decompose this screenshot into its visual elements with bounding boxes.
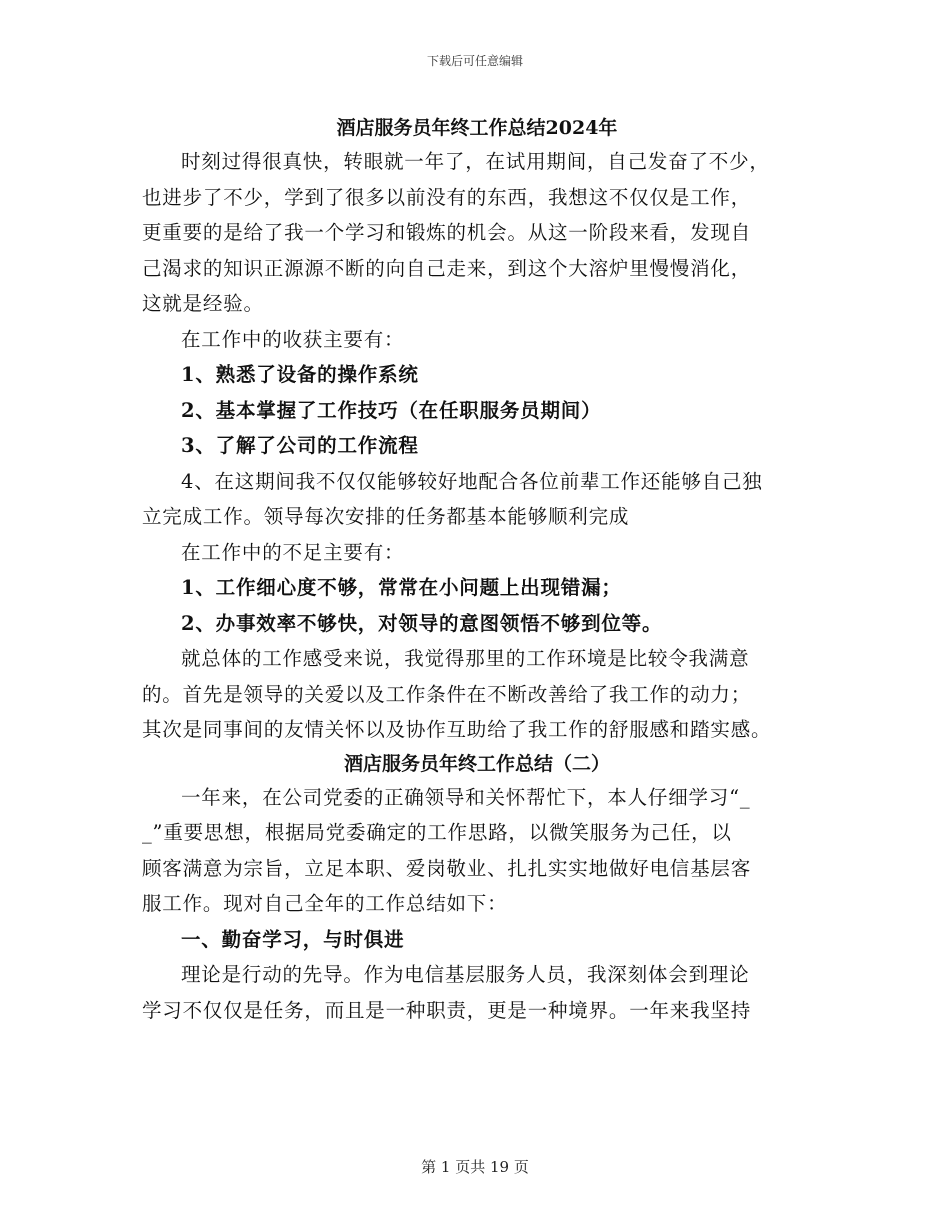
section-heading: 一、勤奋学习，与时俱进 — [181, 927, 405, 951]
text-line: 学习不仅仅是任务，而且是一种职责，更是一种境界。一年来我坚持 — [142, 998, 752, 1022]
document-body — [142, 112, 812, 1028]
text-line: 更重要的是给了我一个学习和锻炼的机会。从这一阶段来看，发现自 — [142, 221, 752, 244]
paragraph-summary — [142, 641, 812, 748]
text-line: 己渴求的知识正源源不断的向自己走来，到这个大溶炉里慢慢消化， — [142, 256, 752, 280]
text-line: _”重要思想，根据局党委确定的工作思路，以微笑服务为己任，以 — [142, 821, 732, 844]
page-footer: 第 1 页共 19 页 — [421, 1158, 529, 1176]
text-line: 其次是同事间的友情关怀以及协作互助给了我工作的舒服感和踏实感。 — [142, 718, 772, 741]
text-line: 服工作。现对自己全年的工作总结如下： — [142, 892, 508, 915]
text-line: 4、在这期间我不仅仅能够较好地配合各位前辈工作还能够自己独 — [181, 469, 763, 493]
paragraph-theory — [142, 957, 812, 1028]
text-line: 时刻过得很真快，转眼就一年了，在试用期间，自己发奋了不少， — [181, 150, 770, 173]
paragraph-year-review — [142, 780, 812, 922]
lack-item: 2、办事效率不够快，对领导的意图领悟不够到位等。 — [181, 611, 663, 635]
text-line: 的。首先是领导的关爱以及工作条件在不断改善给了我工作的动力； — [142, 682, 752, 706]
text-line: 这就是经验。 — [142, 292, 264, 315]
paragraph-intro — [142, 144, 812, 322]
gain-item: 3、了解了公司的工作流程 — [181, 434, 419, 457]
text-line: 顾客满意为宗旨，立足本职、爱岗敬业、扎扎实实地做好电信基层客 — [142, 856, 752, 880]
text-line: 也进步了不少，学到了很多以前没有的东西，我想这不仅仅是工作， — [142, 185, 752, 209]
gains-intro: 在工作中的收获主要有： — [181, 327, 405, 351]
lacks-intro: 在工作中的不足主要有： — [181, 540, 405, 564]
gain-item: 2、基本掌握了工作技巧（在任职服务员期间） — [181, 398, 602, 422]
gain-item-4 — [142, 464, 812, 535]
page-header: 下载后可任意编辑 — [426, 54, 523, 68]
lack-item: 1、工作细心度不够，常常在小问题上出现错漏； — [181, 576, 622, 599]
gain-item: 1、熟悉了设备的操作系统 — [181, 363, 419, 386]
document-title: 酒店服务员年终工作总结2024年 — [336, 117, 618, 139]
text-line: 理论是行动的先导。作为电信基层服务人员，我深刻体会到理论 — [181, 963, 750, 986]
section-title-2: 酒店服务员年终工作总结（二） — [343, 752, 610, 775]
text-line: 就总体的工作感受来说，我觉得那里的工作环境是比较令我满意 — [181, 647, 750, 670]
text-line: 立完成工作。领导每次安排的任务都基本能够顺利完成 — [142, 505, 630, 528]
text-line: 一年来，在公司党委的正确领导和关怀帮忙下，本人仔细学习“_ — [181, 785, 751, 809]
